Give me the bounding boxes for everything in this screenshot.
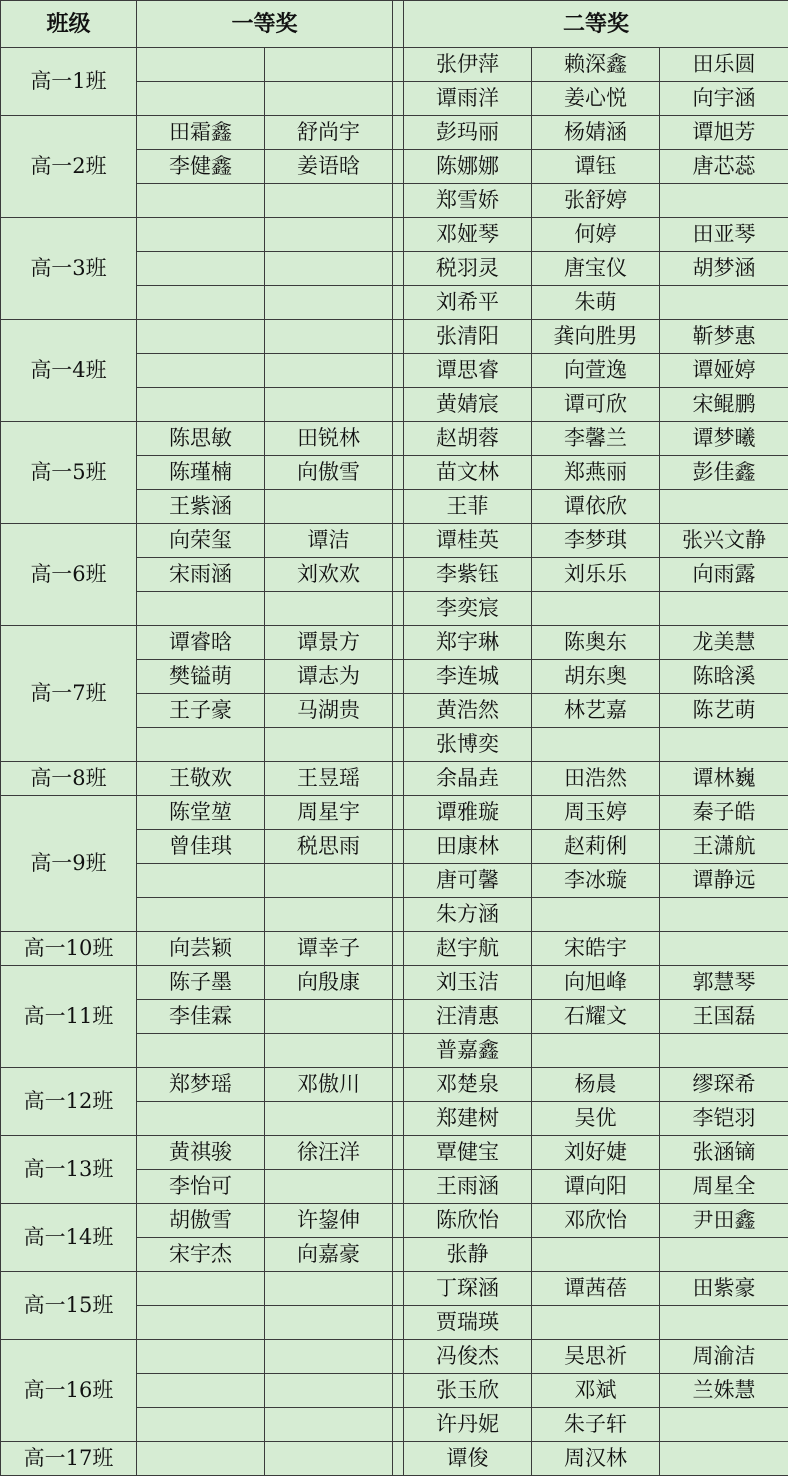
second-prize-name-cell: 黄婧宸 (404, 388, 532, 422)
first-prize-name-cell: 王敬欢 (137, 762, 265, 796)
column-separator (393, 116, 404, 150)
column-separator (393, 1068, 404, 1102)
table-row (1, 524, 788, 558)
second-prize-name-cell: 王潇航 (660, 830, 788, 864)
second-prize-name-cell: 宋皓宇 (532, 932, 660, 966)
second-prize-name-cell: 谭静远 (660, 864, 788, 898)
column-separator (393, 796, 404, 830)
second-prize-name-cell (660, 184, 788, 218)
column-separator (393, 1272, 404, 1306)
first-prize-name-cell (137, 388, 265, 422)
second-prize-name-cell (660, 898, 788, 932)
first-prize-name-cell (265, 1374, 393, 1408)
second-prize-name-cell: 李馨兰 (532, 422, 660, 456)
first-prize-name-cell: 向傲雪 (265, 456, 393, 490)
first-prize-name-cell: 税思雨 (265, 830, 393, 864)
second-prize-name-cell: 向宇涵 (660, 82, 788, 116)
second-prize-name-cell: 彭玛丽 (404, 116, 532, 150)
header-row (1, 1, 788, 48)
first-prize-name-cell (265, 82, 393, 116)
second-prize-name-cell (660, 1408, 788, 1442)
second-prize-name-cell: 张静 (404, 1238, 532, 1272)
second-prize-name-cell: 唐芯蕊 (660, 150, 788, 184)
class-name-cell: 高一17班 (1, 1442, 137, 1476)
second-prize-name-cell: 林艺嘉 (532, 694, 660, 728)
second-prize-name-cell (660, 1034, 788, 1068)
table-row (1, 1340, 788, 1374)
column-separator (393, 1238, 404, 1272)
header-class: 班级 (1, 1, 137, 48)
second-prize-name-cell: 谭梦曦 (660, 422, 788, 456)
table-row (1, 1442, 788, 1476)
second-prize-name-cell: 邓欣怡 (532, 1204, 660, 1238)
class-name-cell: 高一10班 (1, 932, 137, 966)
first-prize-name-cell: 谭洁 (265, 524, 393, 558)
second-prize-name-cell: 唐可馨 (404, 864, 532, 898)
first-prize-name-cell: 周星宇 (265, 796, 393, 830)
second-prize-name-cell: 龙美慧 (660, 626, 788, 660)
second-prize-name-cell: 冯俊杰 (404, 1340, 532, 1374)
second-prize-name-cell: 朱子轩 (532, 1408, 660, 1442)
second-prize-name-cell: 谭林巍 (660, 762, 788, 796)
second-prize-name-cell (660, 932, 788, 966)
award-table-body (1, 48, 788, 1476)
first-prize-name-cell: 马湖贵 (265, 694, 393, 728)
second-prize-name-cell: 李铠羽 (660, 1102, 788, 1136)
column-separator (393, 1306, 404, 1340)
column-separator (393, 150, 404, 184)
first-prize-name-cell (137, 1408, 265, 1442)
column-separator (393, 1000, 404, 1034)
second-prize-name-cell: 丁琛涵 (404, 1272, 532, 1306)
second-prize-name-cell: 靳梦惠 (660, 320, 788, 354)
second-prize-name-cell: 周渝洁 (660, 1340, 788, 1374)
second-prize-name-cell (532, 1034, 660, 1068)
second-prize-name-cell: 向雨露 (660, 558, 788, 592)
column-separator (393, 1408, 404, 1442)
column-separator (393, 864, 404, 898)
second-prize-name-cell: 吴思祈 (532, 1340, 660, 1374)
second-prize-name-cell: 张玉欣 (404, 1374, 532, 1408)
first-prize-name-cell (137, 286, 265, 320)
second-prize-name-cell: 李梦琪 (532, 524, 660, 558)
second-prize-name-cell: 田乐圆 (660, 48, 788, 82)
second-prize-name-cell: 何婷 (532, 218, 660, 252)
second-prize-name-cell: 黄浩然 (404, 694, 532, 728)
first-prize-name-cell (137, 320, 265, 354)
column-separator (393, 1034, 404, 1068)
second-prize-name-cell (532, 728, 660, 762)
second-prize-name-cell: 李奕宸 (404, 592, 532, 626)
column-separator (393, 1374, 404, 1408)
first-prize-name-cell: 谭幸子 (265, 932, 393, 966)
second-prize-name-cell: 张伊萍 (404, 48, 532, 82)
first-prize-name-cell (265, 864, 393, 898)
column-separator (393, 762, 404, 796)
second-prize-name-cell: 普嘉鑫 (404, 1034, 532, 1068)
second-prize-name-cell: 赵胡蓉 (404, 422, 532, 456)
second-prize-name-cell: 刘希平 (404, 286, 532, 320)
second-prize-name-cell: 周汉林 (532, 1442, 660, 1476)
second-prize-name-cell: 陈欣怡 (404, 1204, 532, 1238)
first-prize-name-cell: 向荣玺 (137, 524, 265, 558)
second-prize-name-cell: 郑宇琳 (404, 626, 532, 660)
second-prize-name-cell: 李连城 (404, 660, 532, 694)
second-prize-name-cell: 陈艺萌 (660, 694, 788, 728)
second-prize-name-cell: 谭思睿 (404, 354, 532, 388)
second-prize-name-cell: 汪清惠 (404, 1000, 532, 1034)
first-prize-name-cell: 宋雨涵 (137, 558, 265, 592)
first-prize-name-cell (265, 252, 393, 286)
second-prize-name-cell: 龚向胜男 (532, 320, 660, 354)
second-prize-name-cell: 朱方涵 (404, 898, 532, 932)
first-prize-name-cell (137, 184, 265, 218)
first-prize-name-cell (137, 354, 265, 388)
second-prize-name-cell: 郑燕丽 (532, 456, 660, 490)
second-prize-name-cell: 邓娅琴 (404, 218, 532, 252)
first-prize-name-cell (265, 184, 393, 218)
table-row (1, 1068, 788, 1102)
class-name-cell: 高一13班 (1, 1136, 137, 1204)
table-row (1, 1204, 788, 1238)
second-prize-name-cell: 张兴文静 (660, 524, 788, 558)
second-prize-name-cell: 周星全 (660, 1170, 788, 1204)
first-prize-name-cell: 王子豪 (137, 694, 265, 728)
first-prize-name-cell: 谭睿晗 (137, 626, 265, 660)
column-separator (393, 524, 404, 558)
column-separator (393, 932, 404, 966)
class-name-cell: 高一9班 (1, 796, 137, 932)
first-prize-name-cell (265, 286, 393, 320)
first-prize-name-cell: 刘欢欢 (265, 558, 393, 592)
column-separator (393, 48, 404, 82)
first-prize-name-cell (265, 48, 393, 82)
table-row (1, 1272, 788, 1306)
second-prize-name-cell (660, 1442, 788, 1476)
column-separator (393, 218, 404, 252)
second-prize-name-cell (660, 1306, 788, 1340)
class-name-cell: 高一8班 (1, 762, 137, 796)
first-prize-name-cell (137, 898, 265, 932)
second-prize-name-cell: 谭雅璇 (404, 796, 532, 830)
column-separator (393, 558, 404, 592)
second-prize-name-cell: 谭钰 (532, 150, 660, 184)
second-prize-name-cell (660, 286, 788, 320)
first-prize-name-cell: 邓傲川 (265, 1068, 393, 1102)
second-prize-name-cell (532, 1306, 660, 1340)
second-prize-name-cell: 唐宝仪 (532, 252, 660, 286)
second-prize-name-cell: 尹田鑫 (660, 1204, 788, 1238)
first-prize-name-cell (137, 1272, 265, 1306)
second-prize-name-cell: 税羽灵 (404, 252, 532, 286)
second-prize-name-cell: 谭可欣 (532, 388, 660, 422)
table-row (1, 762, 788, 796)
second-prize-name-cell: 向旭峰 (532, 966, 660, 1000)
first-prize-name-cell: 田霜鑫 (137, 116, 265, 150)
second-prize-name-cell: 田康林 (404, 830, 532, 864)
second-prize-name-cell: 胡梦涵 (660, 252, 788, 286)
first-prize-name-cell: 李健鑫 (137, 150, 265, 184)
column-separator (393, 1, 404, 48)
second-prize-name-cell: 张涵镝 (660, 1136, 788, 1170)
second-prize-name-cell (532, 592, 660, 626)
second-prize-name-cell: 胡东奥 (532, 660, 660, 694)
first-prize-name-cell: 王昱瑶 (265, 762, 393, 796)
second-prize-name-cell: 周玉婷 (532, 796, 660, 830)
first-prize-name-cell (137, 1340, 265, 1374)
table-row (1, 48, 788, 82)
second-prize-name-cell: 田紫豪 (660, 1272, 788, 1306)
first-prize-name-cell: 向芸颖 (137, 932, 265, 966)
second-prize-name-cell: 邓斌 (532, 1374, 660, 1408)
first-prize-name-cell: 陈瑾楠 (137, 456, 265, 490)
second-prize-name-cell: 赵莉俐 (532, 830, 660, 864)
second-prize-name-cell: 向萱逸 (532, 354, 660, 388)
first-prize-name-cell: 李怡可 (137, 1170, 265, 1204)
column-separator (393, 354, 404, 388)
column-separator (393, 184, 404, 218)
table-row (1, 932, 788, 966)
first-prize-name-cell: 陈子墨 (137, 966, 265, 1000)
second-prize-name-cell: 刘乐乐 (532, 558, 660, 592)
first-prize-name-cell: 郑梦瑶 (137, 1068, 265, 1102)
first-prize-name-cell (265, 1170, 393, 1204)
second-prize-name-cell (660, 728, 788, 762)
second-prize-name-cell: 陈晗溪 (660, 660, 788, 694)
first-prize-name-cell (265, 320, 393, 354)
second-prize-name-cell: 田浩然 (532, 762, 660, 796)
first-prize-name-cell (137, 218, 265, 252)
column-separator (393, 1170, 404, 1204)
second-prize-name-cell: 邓楚泉 (404, 1068, 532, 1102)
first-prize-name-cell (137, 728, 265, 762)
table-row (1, 1136, 788, 1170)
second-prize-name-cell: 秦子皓 (660, 796, 788, 830)
second-prize-name-cell: 苗文林 (404, 456, 532, 490)
class-name-cell: 高一4班 (1, 320, 137, 422)
column-separator (393, 490, 404, 524)
second-prize-name-cell: 刘玉洁 (404, 966, 532, 1000)
second-prize-name-cell: 赵宇航 (404, 932, 532, 966)
column-separator (393, 1340, 404, 1374)
column-separator (393, 1442, 404, 1476)
column-separator (393, 286, 404, 320)
column-separator (393, 252, 404, 286)
first-prize-name-cell (265, 218, 393, 252)
table-row (1, 218, 788, 252)
second-prize-name-cell: 陈娜娜 (404, 150, 532, 184)
first-prize-name-cell: 谭景方 (265, 626, 393, 660)
first-prize-name-cell: 曾佳琪 (137, 830, 265, 864)
second-prize-name-cell: 谭向阳 (532, 1170, 660, 1204)
second-prize-name-cell: 刘好婕 (532, 1136, 660, 1170)
second-prize-name-cell: 谭娅婷 (660, 354, 788, 388)
column-separator (393, 592, 404, 626)
class-name-cell: 高一7班 (1, 626, 137, 762)
second-prize-name-cell: 覃健宝 (404, 1136, 532, 1170)
second-prize-name-cell: 郑雪娇 (404, 184, 532, 218)
first-prize-name-cell: 宋宇杰 (137, 1238, 265, 1272)
second-prize-name-cell: 王国磊 (660, 1000, 788, 1034)
first-prize-name-cell (265, 490, 393, 524)
second-prize-name-cell: 朱萌 (532, 286, 660, 320)
first-prize-name-cell (137, 864, 265, 898)
column-separator (393, 728, 404, 762)
first-prize-name-cell (137, 1034, 265, 1068)
second-prize-name-cell: 张舒婷 (532, 184, 660, 218)
column-separator (393, 1102, 404, 1136)
class-name-cell: 高一15班 (1, 1272, 137, 1340)
second-prize-name-cell: 谭旭芳 (660, 116, 788, 150)
second-prize-name-cell (660, 1238, 788, 1272)
table-row (1, 320, 788, 354)
first-prize-name-cell: 李佳霖 (137, 1000, 265, 1034)
first-prize-name-cell (265, 388, 393, 422)
table-row (1, 796, 788, 830)
class-name-cell: 高一6班 (1, 524, 137, 626)
first-prize-name-cell (137, 252, 265, 286)
column-separator (393, 82, 404, 116)
second-prize-name-cell (660, 490, 788, 524)
first-prize-name-cell (265, 1442, 393, 1476)
first-prize-name-cell (265, 1272, 393, 1306)
second-prize-name-cell: 王菲 (404, 490, 532, 524)
second-prize-name-cell: 兰姝慧 (660, 1374, 788, 1408)
second-prize-name-cell: 杨婧涵 (532, 116, 660, 150)
first-prize-name-cell: 陈堂堃 (137, 796, 265, 830)
first-prize-name-cell (265, 354, 393, 388)
second-prize-name-cell: 余晶垚 (404, 762, 532, 796)
first-prize-name-cell (265, 1102, 393, 1136)
class-name-cell: 高一3班 (1, 218, 137, 320)
first-prize-name-cell: 陈思敏 (137, 422, 265, 456)
first-prize-name-cell: 樊镒萌 (137, 660, 265, 694)
class-name-cell: 高一11班 (1, 966, 137, 1068)
table-row (1, 626, 788, 660)
second-prize-name-cell: 张博奕 (404, 728, 532, 762)
column-separator (393, 388, 404, 422)
column-separator (393, 966, 404, 1000)
first-prize-name-cell (137, 1442, 265, 1476)
second-prize-name-cell (532, 898, 660, 932)
second-prize-name-cell: 姜心悦 (532, 82, 660, 116)
second-prize-name-cell (660, 592, 788, 626)
second-prize-name-cell: 田亚琴 (660, 218, 788, 252)
second-prize-name-cell: 郭慧琴 (660, 966, 788, 1000)
first-prize-name-cell: 田锐林 (265, 422, 393, 456)
first-prize-name-cell: 许鋆伸 (265, 1204, 393, 1238)
first-prize-name-cell (265, 592, 393, 626)
second-prize-name-cell: 郑建树 (404, 1102, 532, 1136)
first-prize-name-cell (137, 82, 265, 116)
first-prize-name-cell (265, 1340, 393, 1374)
first-prize-name-cell: 向嘉豪 (265, 1238, 393, 1272)
second-prize-name-cell: 李冰璇 (532, 864, 660, 898)
first-prize-name-cell (137, 1306, 265, 1340)
second-prize-name-cell (532, 1238, 660, 1272)
first-prize-name-cell: 徐汪洋 (265, 1136, 393, 1170)
second-prize-name-cell: 宋鲲鹏 (660, 388, 788, 422)
first-prize-name-cell (265, 1408, 393, 1442)
first-prize-name-cell: 王紫涵 (137, 490, 265, 524)
column-separator (393, 456, 404, 490)
second-prize-name-cell: 谭俊 (404, 1442, 532, 1476)
first-prize-name-cell: 舒尚宇 (265, 116, 393, 150)
second-prize-name-cell: 谭茜蓓 (532, 1272, 660, 1306)
second-prize-name-cell: 彭佳鑫 (660, 456, 788, 490)
column-separator (393, 694, 404, 728)
first-prize-name-cell (265, 1306, 393, 1340)
class-name-cell: 高一2班 (1, 116, 137, 218)
table-row (1, 966, 788, 1000)
first-prize-name-cell (265, 728, 393, 762)
column-separator (393, 422, 404, 456)
first-prize-name-cell (137, 48, 265, 82)
second-prize-name-cell: 谭雨洋 (404, 82, 532, 116)
column-separator (393, 1136, 404, 1170)
first-prize-name-cell (265, 898, 393, 932)
second-prize-name-cell: 谭桂英 (404, 524, 532, 558)
second-prize-name-cell: 许丹妮 (404, 1408, 532, 1442)
second-prize-name-cell: 缪琛希 (660, 1068, 788, 1102)
second-prize-name-cell: 吴优 (532, 1102, 660, 1136)
table-row (1, 422, 788, 456)
column-separator (393, 830, 404, 864)
table-row (1, 116, 788, 150)
header-first-prize: 一等奖 (137, 1, 393, 48)
first-prize-name-cell (137, 1102, 265, 1136)
column-separator (393, 320, 404, 354)
first-prize-name-cell (265, 1034, 393, 1068)
second-prize-name-cell: 王雨涵 (404, 1170, 532, 1204)
first-prize-name-cell (137, 592, 265, 626)
second-prize-name-cell: 张清阳 (404, 320, 532, 354)
first-prize-name-cell: 姜语晗 (265, 150, 393, 184)
first-prize-name-cell (265, 1000, 393, 1034)
second-prize-name-cell: 贾瑞瑛 (404, 1306, 532, 1340)
class-name-cell: 高一1班 (1, 48, 137, 116)
first-prize-name-cell: 胡傲雪 (137, 1204, 265, 1238)
class-name-cell: 高一12班 (1, 1068, 137, 1136)
first-prize-name-cell (137, 1374, 265, 1408)
column-separator (393, 626, 404, 660)
second-prize-name-cell: 李紫钰 (404, 558, 532, 592)
class-name-cell: 高一16班 (1, 1340, 137, 1442)
class-name-cell: 高一14班 (1, 1204, 137, 1272)
header-second-prize: 二等奖 (404, 1, 788, 48)
first-prize-name-cell: 向殷康 (265, 966, 393, 1000)
second-prize-name-cell: 石耀文 (532, 1000, 660, 1034)
second-prize-name-cell: 赖深鑫 (532, 48, 660, 82)
column-separator (393, 898, 404, 932)
second-prize-name-cell: 陈奥东 (532, 626, 660, 660)
class-name-cell: 高一5班 (1, 422, 137, 524)
column-separator (393, 660, 404, 694)
first-prize-name-cell: 谭志为 (265, 660, 393, 694)
column-separator (393, 1204, 404, 1238)
second-prize-name-cell: 谭依欣 (532, 490, 660, 524)
second-prize-name-cell: 杨晨 (532, 1068, 660, 1102)
first-prize-name-cell: 黄祺骏 (137, 1136, 265, 1170)
